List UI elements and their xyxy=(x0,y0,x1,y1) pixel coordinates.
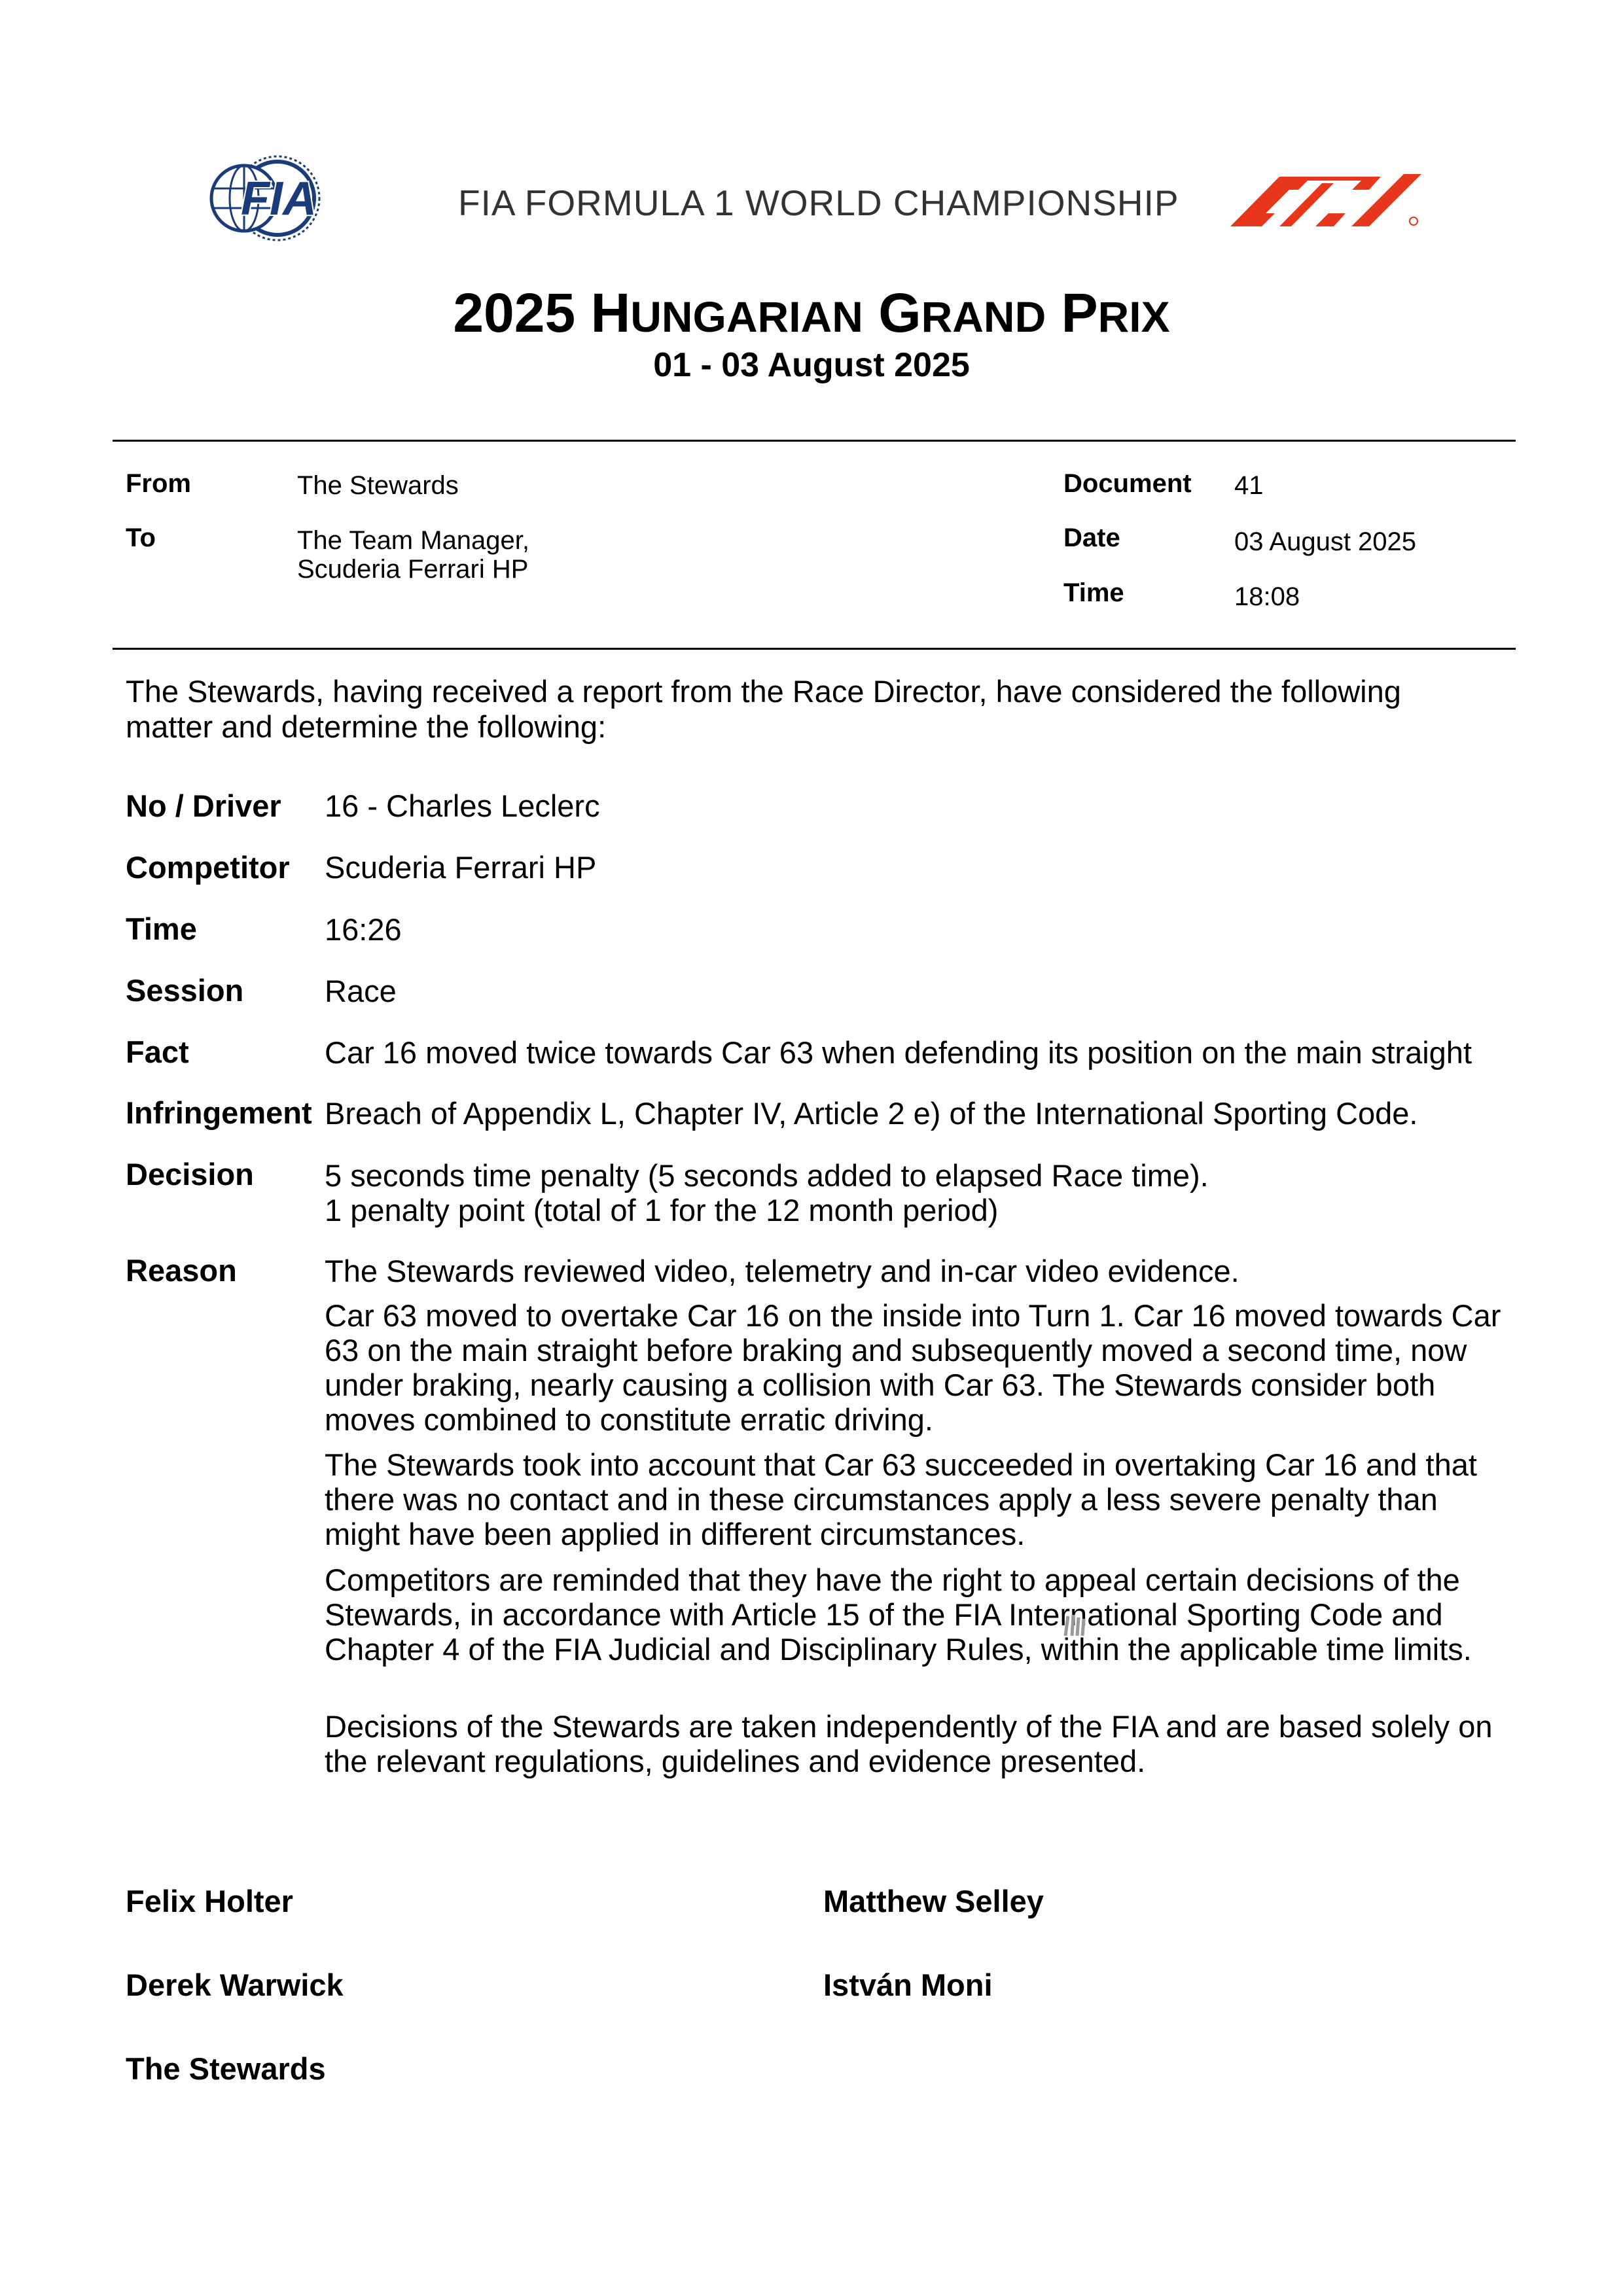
fia-logo-text: FIA xyxy=(241,173,317,225)
competitor-value: Scuderia Ferrari HP xyxy=(325,850,597,885)
reason-paragraph-2: Car 63 moved to overtake Car 16 on the inside into Turn 1. Car 16 moved towards Car 63 on the main straight before braking and subsequently moved a second time, now under braking, nearly causing a collision with Car 63. The Stewards consider both moves combined to constitute erratic driving. xyxy=(325,1298,1501,1437)
steward-felix-holter: Felix Holter xyxy=(126,1884,293,1918)
reason-paragraph-4: Competitors are reminded that they have the right to appeal certain decisions of the Stewards, in accordance with Article 15 of the FIA International Sporting Code and Chapter 4 of the FIA Judicial and Disciplinary Rules, within the applicable time limits. xyxy=(325,1563,1472,1667)
stamp-mark xyxy=(1061,1611,1094,1640)
incident-time-value: 16:26 xyxy=(325,912,402,947)
session-label: Session xyxy=(126,973,244,1008)
to-label: To xyxy=(126,523,156,552)
steward-istvan-moni: István Moni xyxy=(823,1968,993,2002)
fact-value: Car 16 moved twice towards Car 63 when defending its position on the main straight xyxy=(325,1035,1472,1070)
reason-paragraph-3: The Stewards took into account that Car 63 succeeded in overtaking Car 16 and that there was no contact and in these circumstances apply a less severe penalty than might have been applied in different circumstances. xyxy=(325,1447,1477,1551)
infringement-label: Infringement xyxy=(126,1095,312,1130)
championship-title: FIA FORMULA 1 WORLD CHAMPIONSHIP xyxy=(458,183,1179,223)
document-label: Document xyxy=(1063,469,1192,498)
event-dates: 01 - 03 August 2025 xyxy=(653,346,970,384)
fact-label: Fact xyxy=(126,1034,189,1069)
decision-label: Decision xyxy=(126,1157,254,1192)
reason-paragraph-5: Decisions of the Stewards are taken independently of the FIA and are based solely on the relevant regulations, guidelines and evidence presented. xyxy=(325,1709,1493,1778)
incident-time-label: Time xyxy=(126,911,197,946)
intro-text: The Stewards, having received a report from the Race Director, have considered the following matter and determine the following: xyxy=(126,674,1401,744)
decision-line2: 1 penalty point (total of 1 for the 12 month period) xyxy=(325,1193,999,1227)
steward-derek-warwick: Derek Warwick xyxy=(126,1968,344,2002)
date-label: Date xyxy=(1063,523,1120,552)
to-value-line1: The Team Manager, xyxy=(297,526,530,555)
steward-matthew-selley: Matthew Selley xyxy=(823,1884,1044,1918)
reason-paragraph-1: The Stewards reviewed video, telemetry and in-car video evidence. xyxy=(325,1254,1240,1288)
competitor-label: Competitor xyxy=(126,850,290,885)
to-value-line2: Scuderia Ferrari HP xyxy=(297,555,529,584)
driver-value: 16 - Charles Leclerc xyxy=(325,788,600,823)
infringement-value: Breach of Appendix L, Chapter IV, Article 2 e) of the International Sporting Code. xyxy=(325,1096,1418,1131)
the-stewards-footer: The Stewards xyxy=(126,2051,326,2086)
f1-logo xyxy=(1217,169,1423,228)
document-value: 41 xyxy=(1234,471,1264,500)
reason-label: Reason xyxy=(126,1253,237,1288)
event-title: 2025 HUNGARIAN GRAND PRIX xyxy=(453,282,1170,344)
decision-value xyxy=(325,1158,1503,1227)
time-label: Time xyxy=(1063,578,1124,607)
driver-label: No / Driver xyxy=(126,788,281,823)
to-value xyxy=(297,526,529,584)
from-label: From xyxy=(126,469,191,498)
time-value: 18:08 xyxy=(1234,582,1300,611)
header-divider-bottom xyxy=(113,648,1516,650)
decision-line1: 5 seconds time penalty (5 seconds added to elapsed Race time). xyxy=(325,1158,1209,1193)
date-value: 03 August 2025 xyxy=(1234,527,1417,556)
fia-logo xyxy=(202,149,346,247)
session-value: Race xyxy=(325,974,397,1008)
header-divider-top xyxy=(113,440,1516,442)
from-value: The Stewards xyxy=(297,471,459,500)
